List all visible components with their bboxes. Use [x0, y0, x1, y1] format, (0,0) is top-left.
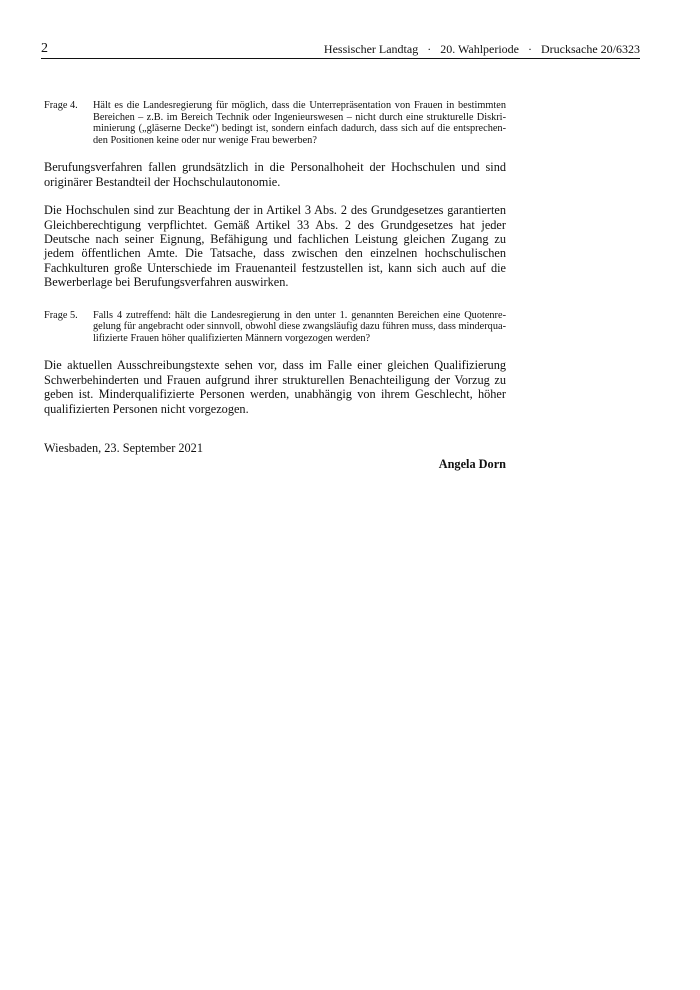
header-parliament: Hessischer Landtag	[323, 42, 419, 56]
header-document-number: Drucksache 20/6323	[541, 42, 640, 56]
running-header	[150, 41, 640, 57]
document-body	[44, 100, 506, 472]
signatory: Angela Dorn	[438, 457, 506, 472]
answer-paragraph: Die Hochschulen sind zur Beachtung der in Artikel 3 Abs. 2 des Grundgesetzes garantierten Gleichberechtigung verpflichtet. Gemäß Artikel 33 Abs. 2 des Grundgesetzes hat jeder Deutsche nach seiner Eignung, Befähigung und fachlichen Leistung gleichen Zugang zu jedem öffentlichen Amte. Die Tatsache, dass zwischen den einzelnen hochschulischen Fachkulturen große Unterschiede im Frauenanteil festzustellen ist, kann sich auch auf die Bewerberlage bei Berufungsverfahren auswirken.	[44, 203, 506, 290]
question-label: Frage 5.	[44, 309, 78, 321]
question-text: Hält es die Landesregierung für möglich, dass die Unterrepräsentation von Frauen in bestimmten Bereichen – z.B. im Bereich Technik oder Ingenieurswesen – nicht durch eine strukturelle Diskriminierung („gläserne Decke“) bedingt ist, sondern einfach dadurch, dass sich auf die entsprechenden Positionen keine oder nur wenige Frau bewerben?	[93, 100, 506, 146]
answer-paragraph: Berufungsverfahren fallen grundsätzlich in die Personalhoheit der Hochschulen und sind originärer Bestandteil der Hochschulautonomie.	[44, 160, 506, 189]
question-5	[44, 310, 506, 345]
question-text: Falls 4 zutreffend: hält die Landesregierung in den unter 1. genannten Bereichen eine Quotenregelung für angebracht oder sinnvoll, obwohl diese zwangsläufig dazu führen muss, dass minderqualifizierte Frauen höher qualifizierten Männern vorgezogen werden?	[93, 309, 506, 344]
answer-paragraph: Die aktuellen Ausschreibungstexte sehen vor, dass im Falle einer gleichen Qualifizierung Schwerbehinderten und Frauen aufgrund ihrer strukturellen Benachteiligung der Vorzug zu geben ist. Minderqualifizierte Personen werden, unabhängig von ihrem Geschlecht, höher qualifizierten Personen nicht vorgezogen.	[44, 358, 506, 416]
header-period: 20. Wahlperiode	[440, 42, 520, 56]
header-separator: ·	[427, 42, 432, 56]
header-rule	[41, 58, 640, 59]
question-4	[44, 100, 506, 146]
question-label: Frage 4.	[44, 100, 78, 111]
place-date: Wiesbaden, 23. September 2021	[44, 441, 203, 456]
page-number: 2	[41, 41, 48, 56]
header-separator: ·	[528, 42, 533, 56]
